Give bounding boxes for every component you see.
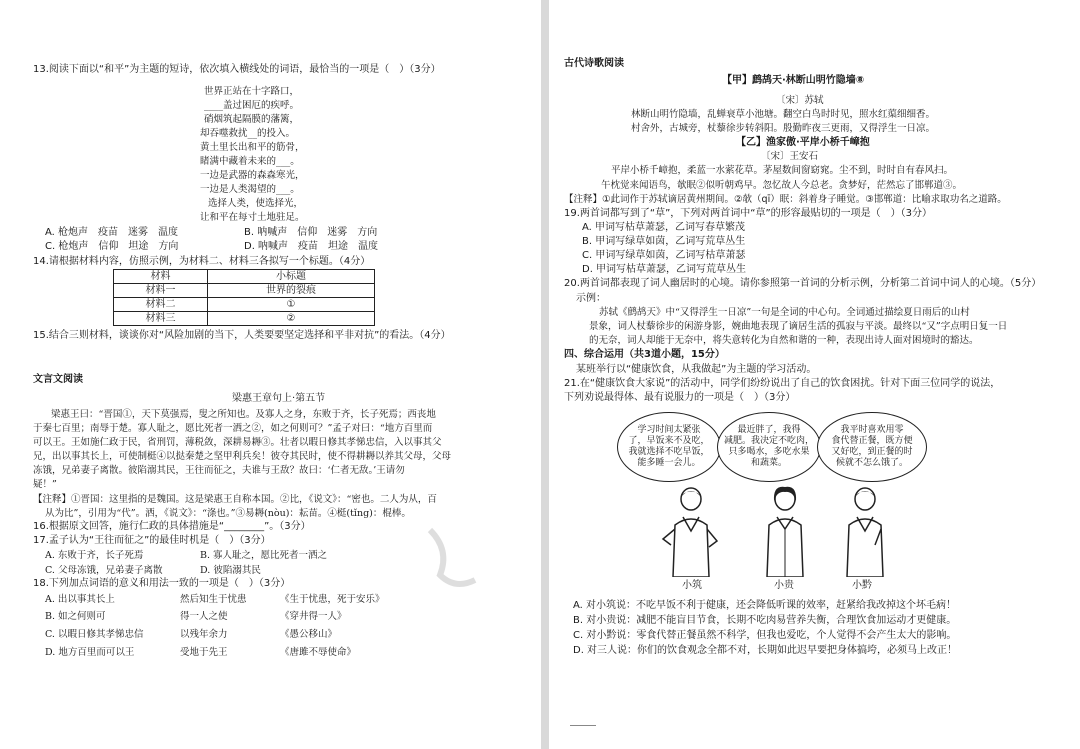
- poem-a-line: 村舍外，古城旁，杖藜徐步转斜阳。殷勤昨夜三更雨，又得浮生一日凉。: [631, 123, 936, 134]
- q21-stem: 21.在“健康饮食大家说”的活动中，同学们纷纷说出了自己的饮食困扰。针对下面三位同学的说法，: [564, 378, 1001, 389]
- activity-intro: 某班举行以“健康饮食，从我做起”为主题的学习活动。: [576, 364, 817, 375]
- name-xiaozhu: 小筑: [682, 580, 702, 591]
- section-4: 四、综合运用（共3道小题，15分）: [564, 349, 725, 360]
- student-xiaoqian-figure: [835, 485, 895, 577]
- classical-body-line: 于秦七百里；南辱于楚。寡人耻之，愿比死者一洒之②，如之何则可？”孟子对曰：“地方百里而: [33, 423, 433, 434]
- speech-bubble-xiaogui: [717, 412, 821, 482]
- q18-option-b-compare: 得一人之使: [180, 611, 228, 622]
- poem-line: ____盖过困厄的疾呼。: [204, 100, 300, 111]
- poem-b-line: 平岸小桥千嶂抱，柔蓝一水萦花草。茅屋数间窗窈窕。尘不到，时时自有春风扫。: [611, 165, 954, 176]
- bubble-line: 食代替正餐，既方便: [831, 436, 913, 446]
- speech-bubble-xiaoqian: [817, 412, 927, 482]
- name-xiaogui: 小贵: [774, 580, 794, 591]
- poem-line: 一边是武器的森森寒光，: [200, 170, 305, 181]
- q16-stem: 16.根据原文回答，施行仁政的具体措施是“________”。（3分）: [33, 521, 311, 532]
- q21-option-c: C. 对小黔说：零食代替正餐虽然不科学，但我也爱吃，个人觉得不会产生太大的影响。: [573, 630, 957, 641]
- poem-line: 却吞噬救扰__的投入。: [200, 128, 296, 139]
- q13-option-a: A. 枪炮声 疫苗 迷雾 温度: [45, 227, 179, 238]
- table-header: 材料: [114, 270, 208, 284]
- bubble-line: 和蔬菜。: [750, 458, 787, 468]
- q20-example-line: 的无奈，词人却能于无奈中，将失意转化为自然和谐的一种，表现出诗人面对困境时的豁达。: [589, 335, 979, 346]
- bubble-line: 又好吃，到正餐的时: [831, 447, 913, 457]
- q20-example-label: 示例：: [576, 293, 606, 304]
- q18-option-d-compare: 受地于先王: [180, 647, 228, 658]
- q13-option-b: B. 呐喊声 信仰 迷雾 方向: [244, 227, 378, 238]
- q18-option-c-word: C. 以暇日修其孝悌忠信: [45, 629, 144, 640]
- q17-option-d: D. 彼陷溺其民: [200, 565, 261, 576]
- section-poetry: 古代诗歌阅读: [564, 58, 624, 69]
- table-cell: 材料一: [114, 284, 208, 298]
- q18-option-a-compare: 然后知生于忧患: [180, 594, 247, 605]
- poem-a-line: 林断山明竹隐墙，乱蝉衰草小池塘。翻空白鸟时时见，照水红蕖细细香。: [631, 109, 936, 120]
- page-footer-line: [570, 725, 596, 726]
- poem-line: 选择人类，使选择光，: [208, 198, 304, 209]
- classical-body-line: 可以王。王如施仁政于民，省刑罚，薄税敛，深耕易耨③。壮者以暇日修其孝悌忠信，入以事其父: [33, 437, 442, 448]
- section-classical: 文言文阅读: [33, 374, 83, 385]
- q21-option-a: A. 对小筑说：不吃早饭不利于健康，还会降低听课的效率，赶紧给我改掉这个坏毛病！: [573, 600, 957, 611]
- table-row: [114, 312, 375, 326]
- q21-option-b: B. 对小贵说：减肥不能盲目节食，长期不吃肉易营养失衡，合理饮食加运动才更健康。: [573, 615, 957, 626]
- poem-b-line: 午枕觉来闻语鸟，欹眠②似听朝鸡早。忽忆故人今总老。贪梦好，茫然忘了邯郸道③。: [601, 180, 963, 191]
- table-cell: ②: [208, 312, 375, 326]
- materials-table: [113, 269, 375, 326]
- bubble-line: 只多喝水，多吃水果: [728, 447, 810, 457]
- classical-notes: 从为比”，引用为“代”。洒，《说文》：“涤也。”③易耨(nòu)：耘苗。④梃(tǐng)：棍棒。: [45, 508, 411, 519]
- poem-line: 黄土里长出和平的筋骨，: [200, 142, 305, 153]
- q17-option-b: B. 寡人耻之，愿比死者一洒之: [200, 550, 328, 561]
- student-xiaozhu-figure: [661, 485, 721, 577]
- poem-line: 一边是人类渴望的___。: [200, 184, 300, 195]
- q20-stem: 20.两首词都表现了词人幽居时的心境。请你参照第一首词的分析示例，分析第二首词中词人的心境。（5分）: [564, 278, 1042, 289]
- q13-option-c: C. 枪炮声 信仰 坦途 方向: [45, 241, 179, 252]
- right-page: [549, 0, 1080, 749]
- q15-stem: 15.结合三则材料，谈谈你对“风险加剧的当下，人类要要坚定选择和平非对抗”的看法。（4分）: [33, 330, 451, 341]
- bubble-line: 我平时喜欢用零: [840, 425, 904, 435]
- q20-example-line: 苏轼《鹧鸪天》中“又得浮生一日凉”一句是全词的中心句。全词通过描绘夏日雨后的山村: [599, 307, 970, 318]
- table-cell: 世界的裂痕: [208, 284, 375, 298]
- q17-stem: 17.孟子认为“王往而征之”的最佳时机是（ ）（3分）: [33, 535, 271, 546]
- q13-stem: 13.阅读下面以“和平”为主题的短诗，依次填入横线处的词语，最恰当的一项是（ ）（3分）: [33, 64, 441, 75]
- classical-notes: 【注释】①晋国：这里指的是魏国。这是梁惠王自称本国。②比，《说文》：“密也。二人为从，百: [33, 494, 437, 505]
- poem-line: 睹满中藏着未来的___。: [200, 156, 300, 167]
- bubble-line: 减肥。我决定不吃肉，: [723, 436, 814, 446]
- q21-option-d: D. 对三人说：你们的饮食观念全都不对，长期如此迟早要把身体搞垮，必须马上改正！: [573, 645, 958, 656]
- q21-stem: 下列劝说最得体、最有说服力的一项是（ ）（3分）: [564, 392, 796, 403]
- q19-stem: 19.两首词都写到了“草”，下列对两首词中“草”的形容最贴切的一项是（ ）（3分）: [564, 208, 932, 219]
- q17-option-a: A. 东败于齐，长子死焉: [45, 550, 144, 561]
- speech-bubble-xiaozhu: [617, 412, 721, 482]
- scan-smudge: [420, 520, 490, 600]
- q13-option-d: D. 呐喊声 疫苗 坦途 温度: [244, 241, 379, 252]
- classical-body-line: 疑！”: [33, 479, 57, 490]
- table-header-row: [114, 270, 375, 284]
- q18-option-b-source: 《穿井得一人》: [280, 611, 347, 622]
- poem-a-author: 〔宋〕苏轼: [776, 95, 824, 106]
- poem-b-title: 【乙】渔家傲·平岸小桥千嶂抱: [736, 137, 870, 148]
- bubble-line: 我就选择不吃早饭，: [628, 447, 710, 457]
- table-cell: 材料三: [114, 312, 208, 326]
- q19-option-a: A. 甲词写枯草萧瑟，乙词写春草繁茂: [582, 222, 746, 233]
- poem-a-title: 【甲】鹧鸪天·林断山明竹隐墙⑧: [722, 75, 865, 86]
- q18-option-d-source: 《唐雎不辱使命》: [280, 647, 357, 658]
- bubble-line: 学习时间太紧张: [637, 425, 701, 435]
- q18-option-a-word: A. 出以事其长上: [45, 594, 115, 605]
- q20-example-line: 景象，词人杖藜徐步的闲游身影，婉曲地表现了谪居生活的孤寂与平淡。最终以“又”字点明日复一日: [589, 321, 1008, 332]
- table-cell: 材料二: [114, 298, 208, 312]
- q19-option-b: B. 甲词写绿草如茵，乙词写荒草丛生: [582, 236, 746, 247]
- classical-body-line: 兄，出以事其长上，可使制梃④以挞秦楚之坚甲利兵矣！彼夺其民时，使不得耕耨以养其父母，父母: [33, 451, 452, 462]
- q18-option-c-compare: 以残年余力: [180, 629, 228, 640]
- q18-stem: 18.下列加点词语的意义和用法一致的一项是（ ）（3分）: [33, 578, 291, 589]
- poem-b-author: 〔宋〕王安石: [761, 151, 819, 162]
- table-row: [114, 284, 375, 298]
- classical-body-line: 冻饿，兄弟妻子离散。彼陷溺其民，王往而征之，夫谁与王敌？故曰：‘仁者无敌。’王请勿: [33, 465, 405, 476]
- q19-option-d: D. 甲词写枯草萧瑟，乙词写荒草丛生: [582, 264, 747, 275]
- poem-line: 世界正站在十字路口，: [204, 86, 300, 97]
- name-xiaoqian: 小黔: [852, 580, 872, 591]
- classical-title: 梁惠王章句上·第五节: [232, 393, 326, 404]
- classical-body-line: 梁惠王曰：“晋国①，天下莫强焉，叟之所知也。及寡人之身，东败于齐，长子死焉；西丧地: [51, 409, 436, 420]
- poem-line: 让和平在每寸土地驻足。: [200, 212, 305, 223]
- q18-option-a-source: 《生于忧患，死于安乐》: [280, 594, 385, 605]
- poem-line: 硝烟筑起隔膜的藩篱，: [204, 114, 300, 125]
- table-header: 小标题: [208, 270, 375, 284]
- q18-option-c-source: 《愚公移山》: [280, 629, 338, 640]
- q19-option-c: C. 甲词写绿草如茵，乙词写枯草萧瑟: [582, 250, 746, 261]
- table-row: [114, 298, 375, 312]
- table-cell: ①: [208, 298, 375, 312]
- q18-option-d-word: D. 地方百里而可以王: [45, 647, 135, 658]
- bubble-line: 候就不怎么饿了。: [835, 458, 908, 468]
- q18-option-b-word: B. 如之何则可: [45, 611, 106, 622]
- bubble-line: 能多睡一会儿。: [637, 458, 701, 468]
- q14-stem: 14.请根据材料内容，仿照示例，为材料二、材料三各拟写一个标题。（4分）: [33, 256, 371, 267]
- bubble-line: 了，早饭来不及吃，: [628, 436, 710, 446]
- bubble-line: 最近胖了，我得: [737, 425, 801, 435]
- q17-option-c: C. 父母冻饿，兄弟妻子离散: [45, 565, 163, 576]
- student-xiaogui-figure: [755, 485, 815, 577]
- poetry-notes: 【注释】①此词作于苏轼谪居黄州期间。②欹（qī）眠：斜着身子睡觉。③邯郸道：比喻求取功名之道路。: [564, 194, 1007, 205]
